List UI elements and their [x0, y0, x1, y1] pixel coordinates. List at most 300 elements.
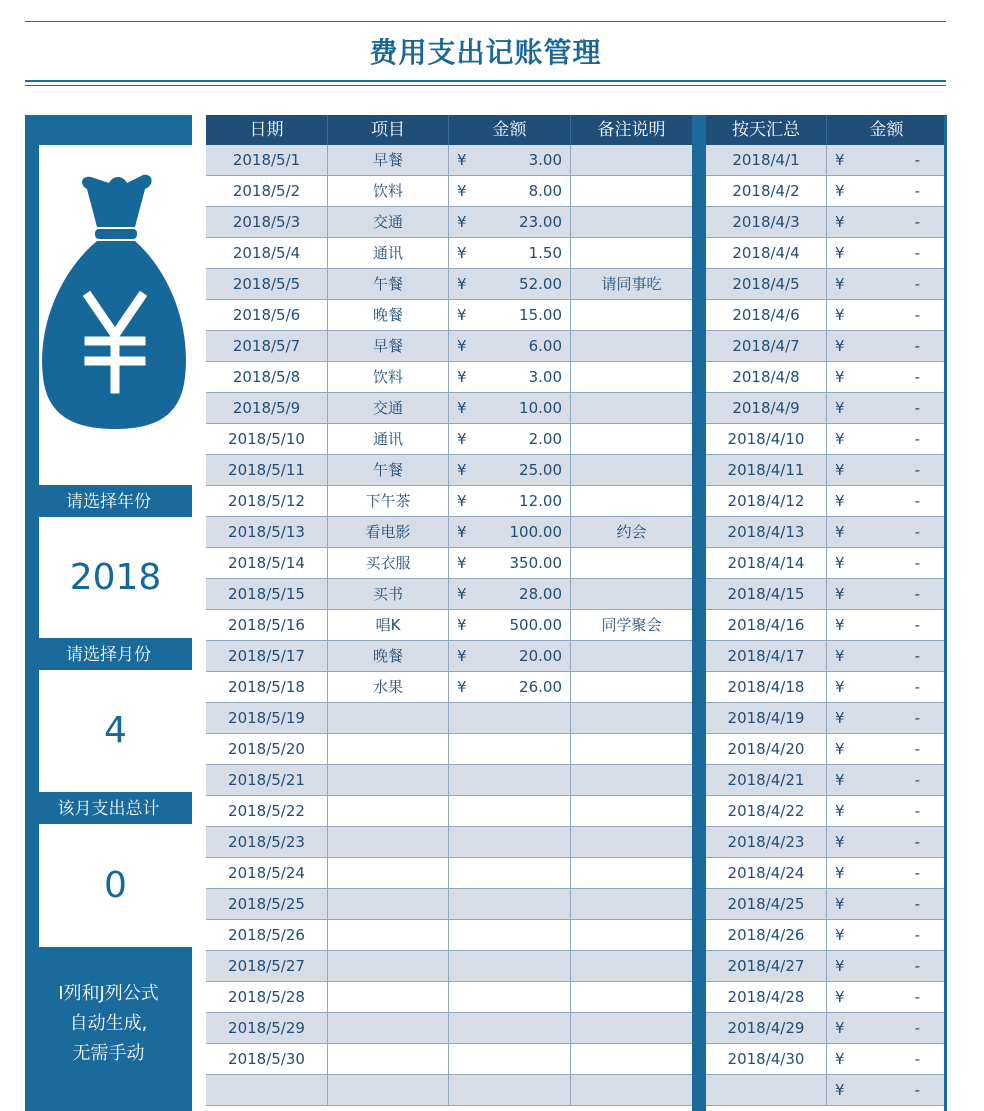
summary-amount: [827, 1044, 946, 1074]
cell-item[interactable]: 交通: [328, 393, 449, 423]
table-row: [206, 362, 692, 393]
summary-amount-value: -: [914, 244, 920, 262]
cell-item[interactable]: [328, 734, 449, 764]
summary-amount: [827, 1075, 946, 1105]
total-label: 该月支出总计: [57, 799, 160, 819]
cell-note[interactable]: 同学聚会: [601, 616, 662, 634]
cell-item[interactable]: 唱K: [328, 610, 449, 640]
summary-date: 2018/4/23: [706, 827, 827, 857]
summary-row: [706, 982, 946, 1013]
cell-item[interactable]: 通讯: [328, 238, 449, 268]
cell-note[interactable]: [571, 455, 692, 485]
cell-note[interactable]: [571, 331, 692, 361]
formula-note-line-2: 自动生成,: [69, 1013, 148, 1034]
currency-symbol: ¥: [457, 492, 467, 510]
currency-symbol: ¥: [835, 1081, 845, 1099]
cell-note[interactable]: [571, 1075, 692, 1105]
summary-amount-value: -: [914, 895, 920, 913]
cell-item[interactable]: [328, 951, 449, 981]
cell-date[interactable]: 2018/5/29: [206, 1013, 328, 1043]
cell-note[interactable]: [571, 176, 692, 206]
summary-amount: [827, 858, 946, 888]
summary-row: [706, 1075, 946, 1106]
cell-amount[interactable]: [449, 703, 571, 733]
cell-date[interactable]: 2018/5/20: [206, 734, 328, 764]
table-row: [206, 1044, 692, 1075]
summary-amount: [827, 610, 946, 640]
cell-amount[interactable]: [449, 858, 571, 888]
summary-row: [706, 765, 946, 796]
cell-amount[interactable]: [449, 300, 571, 330]
cell-amount[interactable]: [449, 331, 571, 361]
table-row: [206, 734, 692, 765]
header-daily-summary: 按天汇总: [706, 115, 827, 145]
summary-amount-value: -: [914, 554, 920, 572]
summary-row: [706, 517, 946, 548]
cell-item[interactable]: 水果: [328, 672, 449, 702]
cell-item[interactable]: 饮料: [328, 362, 449, 392]
cell-date[interactable]: 2018/5/15: [206, 579, 328, 609]
formula-note: [25, 979, 192, 1069]
cell-note[interactable]: [571, 951, 692, 981]
cell-note[interactable]: [571, 238, 692, 268]
table-row: [206, 517, 692, 548]
amount-value: 26.00: [519, 678, 562, 696]
table-row: [206, 889, 692, 920]
table-row: [206, 703, 692, 734]
cell-amount[interactable]: [449, 207, 571, 237]
summary-date: 2018/4/3: [706, 207, 827, 237]
cell-amount[interactable]: [449, 982, 571, 1012]
summary-date: 2018/4/17: [706, 641, 827, 671]
summary-amount-value: -: [914, 461, 920, 479]
summary-row: [706, 176, 946, 207]
currency-symbol: ¥: [457, 616, 467, 634]
cell-date[interactable]: 2018/5/16: [206, 610, 328, 640]
summary-row: [706, 424, 946, 455]
currency-symbol: ¥: [835, 275, 845, 293]
cell-date[interactable]: 2018/5/21: [206, 765, 328, 795]
summary-row: [706, 1013, 946, 1044]
cell-amount[interactable]: [449, 1044, 571, 1074]
amount-value: 3.00: [528, 151, 562, 169]
summary-row: [706, 238, 946, 269]
cell-note[interactable]: [571, 579, 692, 609]
cell-amount[interactable]: [449, 176, 571, 206]
cell-amount[interactable]: [449, 393, 571, 423]
summary-row: [706, 889, 946, 920]
summary-date: 2018/4/30: [706, 1044, 827, 1074]
table-row: [206, 672, 692, 703]
year-value[interactable]: 2018: [69, 557, 162, 598]
summary-amount: [827, 331, 946, 361]
cell-note[interactable]: [571, 207, 692, 237]
summary-amount: [827, 238, 946, 268]
cell-note[interactable]: [571, 765, 692, 795]
cell-item[interactable]: [328, 1044, 449, 1074]
summary-row: [706, 362, 946, 393]
currency-symbol: ¥: [457, 647, 467, 665]
currency-symbol: ¥: [835, 1050, 845, 1068]
summary-row: [706, 858, 946, 889]
summary-amount: [827, 765, 946, 795]
cell-item[interactable]: 下午茶: [328, 486, 449, 516]
summary-amount-value: -: [914, 1081, 920, 1099]
summary-date: 2018/4/27: [706, 951, 827, 981]
cell-note[interactable]: 约会: [616, 523, 647, 541]
cell-item[interactable]: [328, 703, 449, 733]
summary-amount-value: -: [914, 740, 920, 758]
summary-row: [706, 920, 946, 951]
cell-date[interactable]: [206, 1075, 328, 1105]
table-row: [206, 269, 692, 300]
cell-note[interactable]: [571, 362, 692, 392]
summary-amount: [827, 486, 946, 516]
expense-table-body: [206, 145, 692, 1106]
total-value: 0: [104, 865, 127, 906]
summary-date: [706, 1075, 827, 1105]
summary-row: [706, 672, 946, 703]
title-rule-bottom-2: [25, 85, 946, 86]
summary-row: [706, 393, 946, 424]
table-row: [206, 145, 692, 176]
currency-symbol: ¥: [835, 616, 845, 634]
year-label: 请选择年份: [66, 492, 151, 512]
currency-symbol: ¥: [457, 523, 467, 541]
cell-note[interactable]: [571, 982, 692, 1012]
summary-date: 2018/4/13: [706, 517, 827, 547]
summary-date: 2018/4/1: [706, 145, 827, 175]
summary-amount-value: -: [914, 988, 920, 1006]
cell-date[interactable]: 2018/5/1: [206, 145, 328, 175]
currency-symbol: ¥: [835, 988, 845, 1006]
summary-amount-value: -: [914, 678, 920, 696]
summary-amount: [827, 889, 946, 919]
summary-row: [706, 1044, 946, 1075]
cell-item[interactable]: [328, 858, 449, 888]
cell-date[interactable]: 2018/5/2: [206, 176, 328, 206]
summary-amount-value: -: [914, 585, 920, 603]
cell-amount[interactable]: [449, 610, 571, 640]
table-row: [206, 207, 692, 238]
cell-item[interactable]: 晚餐: [328, 641, 449, 671]
cell-date[interactable]: 2018/5/12: [206, 486, 328, 516]
summary-row: [706, 486, 946, 517]
summary-amount-value: -: [914, 337, 920, 355]
cell-amount[interactable]: [449, 796, 571, 826]
currency-symbol: ¥: [457, 461, 467, 479]
summary-amount-value: -: [914, 957, 920, 975]
cell-amount[interactable]: [449, 269, 571, 299]
summary-date: 2018/4/4: [706, 238, 827, 268]
cell-amount[interactable]: [449, 517, 571, 547]
cell-item[interactable]: 午餐: [328, 455, 449, 485]
cell-item[interactable]: 早餐: [328, 145, 449, 175]
cell-note[interactable]: [571, 889, 692, 919]
summary-amount: [827, 734, 946, 764]
cell-date[interactable]: 2018/5/18: [206, 672, 328, 702]
cell-item[interactable]: 通讯: [328, 424, 449, 454]
summary-row: [706, 951, 946, 982]
summary-amount: [827, 145, 946, 175]
cell-date[interactable]: 2018/5/19: [206, 703, 328, 733]
currency-symbol: ¥: [835, 182, 845, 200]
cell-note[interactable]: [571, 703, 692, 733]
month-value[interactable]: 4: [104, 710, 127, 751]
cell-item[interactable]: [328, 796, 449, 826]
cell-item[interactable]: 看电影: [328, 517, 449, 547]
cell-date[interactable]: 2018/5/17: [206, 641, 328, 671]
cell-date[interactable]: 2018/5/13: [206, 517, 328, 547]
cell-item[interactable]: 饮料: [328, 176, 449, 206]
amount-value: 25.00: [519, 461, 562, 479]
cell-date[interactable]: 2018/5/23: [206, 827, 328, 857]
summary-amount: [827, 269, 946, 299]
currency-symbol: ¥: [835, 740, 845, 758]
cell-item[interactable]: 早餐: [328, 331, 449, 361]
cell-date[interactable]: 2018/5/7: [206, 331, 328, 361]
cell-amount[interactable]: [449, 424, 571, 454]
header-date: 日期: [206, 115, 328, 145]
table-row: [206, 1075, 692, 1106]
cell-amount[interactable]: [449, 145, 571, 175]
cell-amount[interactable]: [449, 1075, 571, 1105]
cell-note[interactable]: [571, 858, 692, 888]
summary-row: [706, 331, 946, 362]
cell-item[interactable]: [328, 765, 449, 795]
summary-amount-value: -: [914, 926, 920, 944]
cell-date[interactable]: 2018/5/28: [206, 982, 328, 1012]
cell-amount[interactable]: [449, 486, 571, 516]
cell-note[interactable]: [571, 548, 692, 578]
cell-note[interactable]: [571, 486, 692, 516]
amount-value: 2.00: [528, 430, 562, 448]
summary-date: 2018/4/8: [706, 362, 827, 392]
currency-symbol: ¥: [835, 337, 845, 355]
summary-date: 2018/4/18: [706, 672, 827, 702]
cell-amount[interactable]: [449, 238, 571, 268]
summary-amount: [827, 362, 946, 392]
cell-date[interactable]: 2018/5/14: [206, 548, 328, 578]
currency-symbol: ¥: [835, 306, 845, 324]
cell-note[interactable]: [571, 300, 692, 330]
cell-item[interactable]: 买书: [328, 579, 449, 609]
summary-date: 2018/4/24: [706, 858, 827, 888]
currency-symbol: ¥: [457, 244, 467, 262]
summary-date: 2018/4/19: [706, 703, 827, 733]
header-summary-amount: 金额: [869, 120, 904, 140]
cell-note[interactable]: [571, 1013, 692, 1043]
cell-item[interactable]: [328, 827, 449, 857]
cell-amount[interactable]: [449, 951, 571, 981]
summary-amount: [827, 920, 946, 950]
summary-amount-value: -: [914, 368, 920, 386]
currency-symbol: ¥: [457, 151, 467, 169]
summary-date: 2018/4/15: [706, 579, 827, 609]
amount-value: 3.00: [528, 368, 562, 386]
table-row: [206, 238, 692, 269]
cell-date[interactable]: 2018/5/4: [206, 238, 328, 268]
summary-date: 2018/4/14: [706, 548, 827, 578]
cell-date[interactable]: 2018/5/27: [206, 951, 328, 981]
cell-amount[interactable]: [449, 579, 571, 609]
currency-symbol: ¥: [835, 523, 845, 541]
cell-note[interactable]: [571, 393, 692, 423]
cell-date[interactable]: 2018/5/30: [206, 1044, 328, 1074]
currency-symbol: ¥: [835, 430, 845, 448]
table-row: [206, 393, 692, 424]
cell-note[interactable]: [571, 920, 692, 950]
summary-amount: [827, 424, 946, 454]
summary-amount-value: -: [914, 1050, 920, 1068]
cell-note[interactable]: [571, 672, 692, 702]
currency-symbol: ¥: [457, 368, 467, 386]
cell-note[interactable]: [571, 796, 692, 826]
currency-symbol: ¥: [457, 275, 467, 293]
cell-date[interactable]: 2018/5/11: [206, 455, 328, 485]
summary-row: [706, 145, 946, 176]
amount-value: 20.00: [519, 647, 562, 665]
table-row: [206, 455, 692, 486]
currency-symbol: ¥: [457, 306, 467, 324]
table-row: [206, 548, 692, 579]
cell-date[interactable]: 2018/5/10: [206, 424, 328, 454]
table-row: [206, 765, 692, 796]
currency-symbol: ¥: [457, 585, 467, 603]
table-row: [206, 920, 692, 951]
table-row: [206, 331, 692, 362]
currency-symbol: ¥: [835, 895, 845, 913]
cell-amount[interactable]: [449, 455, 571, 485]
summary-date: 2018/4/28: [706, 982, 827, 1012]
cell-item[interactable]: 午餐: [328, 269, 449, 299]
cell-note[interactable]: [571, 424, 692, 454]
summary-amount-value: -: [914, 275, 920, 293]
cell-date[interactable]: 2018/5/3: [206, 207, 328, 237]
cell-amount[interactable]: [449, 827, 571, 857]
summary-date: 2018/4/21: [706, 765, 827, 795]
cell-item[interactable]: [328, 920, 449, 950]
cell-date[interactable]: 2018/5/24: [206, 858, 328, 888]
summary-row: [706, 827, 946, 858]
currency-symbol: ¥: [835, 771, 845, 789]
amount-value: 52.00: [519, 275, 562, 293]
summary-amount: [827, 951, 946, 981]
cell-item[interactable]: 交通: [328, 207, 449, 237]
cell-date[interactable]: 2018/5/8: [206, 362, 328, 392]
cell-item[interactable]: [328, 1075, 449, 1105]
summary-amount-value: -: [914, 1019, 920, 1037]
summary-row: [706, 703, 946, 734]
summary-date: 2018/4/2: [706, 176, 827, 206]
summary-amount: [827, 672, 946, 702]
summary-row: [706, 796, 946, 827]
summary-amount-value: -: [914, 182, 920, 200]
table-row: [206, 424, 692, 455]
cell-date[interactable]: 2018/5/9: [206, 393, 328, 423]
cell-date[interactable]: 2018/5/6: [206, 300, 328, 330]
summary-row: [706, 269, 946, 300]
amount-value: 10.00: [519, 399, 562, 417]
left-panel: [25, 115, 192, 1111]
cell-date[interactable]: 2018/5/26: [206, 920, 328, 950]
cell-amount[interactable]: [449, 765, 571, 795]
currency-symbol: ¥: [835, 244, 845, 262]
summary-date: 2018/4/12: [706, 486, 827, 516]
currency-symbol: ¥: [835, 399, 845, 417]
cell-amount[interactable]: [449, 362, 571, 392]
table-row: [206, 579, 692, 610]
currency-symbol: ¥: [457, 399, 467, 417]
currency-symbol: ¥: [835, 461, 845, 479]
summary-amount-value: -: [914, 492, 920, 510]
table-row: [206, 827, 692, 858]
cell-note[interactable]: 请同事吃: [601, 275, 662, 293]
cell-date[interactable]: 2018/5/5: [206, 269, 328, 299]
table-row: [206, 858, 692, 889]
summary-amount: [827, 517, 946, 547]
currency-symbol: ¥: [835, 709, 845, 727]
summary-amount: [827, 579, 946, 609]
currency-symbol: ¥: [457, 678, 467, 696]
cell-note[interactable]: [571, 641, 692, 671]
cell-note[interactable]: [571, 145, 692, 175]
summary-amount: [827, 300, 946, 330]
amount-value: 8.00: [528, 182, 562, 200]
cell-item[interactable]: [328, 982, 449, 1012]
summary-table-header: [706, 115, 946, 145]
amount-value: 28.00: [519, 585, 562, 603]
amount-value: 1.50: [528, 244, 562, 262]
cell-amount[interactable]: [449, 1013, 571, 1043]
month-label: 请选择月份: [66, 645, 151, 665]
cell-note[interactable]: [571, 734, 692, 764]
cell-amount[interactable]: [449, 889, 571, 919]
summary-date: 2018/4/22: [706, 796, 827, 826]
summary-date: 2018/4/26: [706, 920, 827, 950]
cell-date[interactable]: 2018/5/22: [206, 796, 328, 826]
cell-item[interactable]: [328, 889, 449, 919]
cell-note[interactable]: [571, 1044, 692, 1074]
cell-amount[interactable]: [449, 641, 571, 671]
cell-note[interactable]: [571, 827, 692, 857]
amount-value: 6.00: [528, 337, 562, 355]
currency-symbol: ¥: [835, 554, 845, 572]
cell-item[interactable]: 晚餐: [328, 300, 449, 330]
summary-amount-value: -: [914, 647, 920, 665]
summary-date: 2018/4/16: [706, 610, 827, 640]
cell-amount[interactable]: [449, 734, 571, 764]
currency-symbol: ¥: [835, 833, 845, 851]
summary-amount-value: -: [914, 430, 920, 448]
amount-value: 12.00: [519, 492, 562, 510]
cell-amount[interactable]: [449, 920, 571, 950]
cell-date[interactable]: 2018/5/25: [206, 889, 328, 919]
summary-amount: [827, 176, 946, 206]
currency-symbol: ¥: [835, 864, 845, 882]
cell-amount[interactable]: [449, 548, 571, 578]
cell-amount[interactable]: [449, 672, 571, 702]
table-row: [206, 641, 692, 672]
summary-amount-value: -: [914, 833, 920, 851]
summary-date: 2018/4/11: [706, 455, 827, 485]
summary-amount: [827, 207, 946, 237]
cell-item[interactable]: [328, 1013, 449, 1043]
summary-amount-value: -: [914, 306, 920, 324]
currency-symbol: ¥: [835, 585, 845, 603]
cell-item[interactable]: 买衣服: [328, 548, 449, 578]
summary-row: [706, 641, 946, 672]
